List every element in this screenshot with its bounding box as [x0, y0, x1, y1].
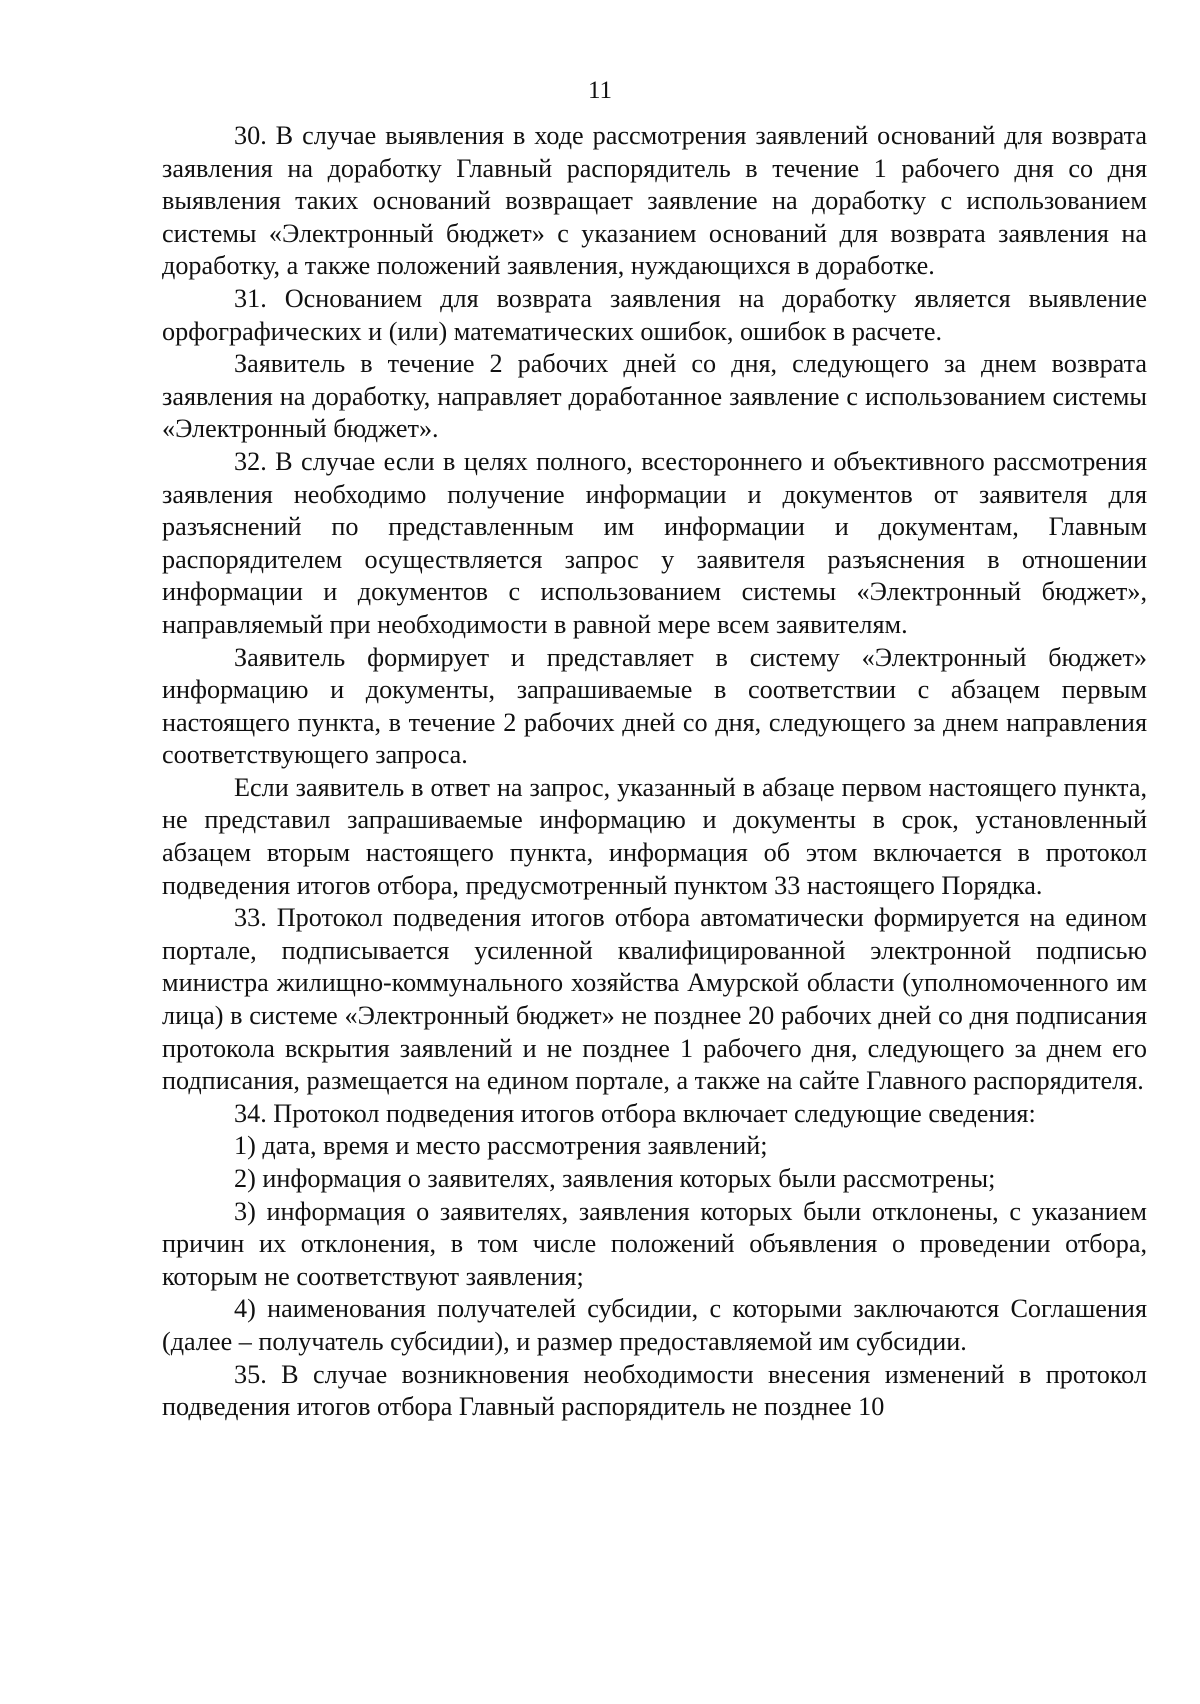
paragraph-30: 30. В случае выявления в ходе рассмотрения заявлений оснований для возврата заявления на доработку Главный распорядитель в течение 1 рабочего дня со дня выявления таких оснований возвращает заявление на доработку с использованием системы «Электронный бюджет» с указанием оснований для возврата заявления на доработку, а также положений заявления, нуждающихся в доработке.: [162, 121, 1147, 281]
paragraph-31: 31. Основанием для возврата заявления на доработку является выявление орфографических и (или) математических ошибок, ошибок в расчете.: [162, 283, 1147, 346]
paragraph-32-response: Заявитель формирует и представляет в систему «Электронный бюджет» информацию и документы, запрашиваемые в соответствии с абзацем первым настоящего пункта, в течение 2 рабочих дней со дня, следующего за днем направления соответствующего запроса.: [162, 642, 1147, 770]
paragraph-32-no-response: Если заявитель в ответ на запрос, указанный в абзаце первом настоящего пункта, не представил запрашиваемые информацию и документы в срок, установленный абзацем вторым настоящего пункта, информация об этом включается в протокол подведения итогов отбора, предусмотренный пунктом 33 настоящего Порядка.: [162, 772, 1147, 900]
document-body: [162, 120, 1147, 1424]
paragraph-32: 32. В случае если в целях полного, всестороннего и объективного рассмотрения заявления необходимо получение информации и документов от заявителя для разъяснений по представленным им информации и документам, Главным распорядителем осуществляется запрос у заявителя разъяснения в отношении информации и документов с использованием системы «Электронный бюджет», направляемый при необходимости в равной мере всем заявителям.: [162, 446, 1147, 639]
paragraph-35: 35. В случае возникновения необходимости внесения изменений в протокол подведения итогов отбора Главный распорядитель не позднее 10: [162, 1359, 1147, 1422]
paragraph-31-resubmission: Заявитель в течение 2 рабочих дней со дня, следующего за днем возврата заявления на доработку, направляет доработанное заявление с использованием системы «Электронный бюджет».: [162, 349, 1147, 444]
paragraph-33: 33. Протокол подведения итогов отбора автоматически формируется на едином портале, подписывается усиленной квалифицированной электронной подписью министра жилищно-коммунального хозяйства Амурской области (уполномоченного им лица) в системе «Электронный бюджет» не позднее 20 рабочих дней со дня подписания протокола вскрытия заявлений и не позднее 1 рабочего дня, следующего за днем его подписания, размещается на едином портале, а также на сайте Главного распорядителя.: [162, 903, 1147, 1096]
list-item-1: 1) дата, время и место рассмотрения заявлений;: [234, 1131, 768, 1161]
paragraph-34: 34. Протокол подведения итогов отбора включает следующие сведения:: [234, 1098, 1036, 1128]
list-item-3: 3) информация о заявителях, заявления которых были отклонены, с указанием причин их отклонения, в том числе положений объявления о проведении отбора, которым не соответствуют заявления;: [162, 1196, 1147, 1291]
list-item-4: 4) наименования получателей субсидии, с которыми заключаются Соглашения (далее – получатель субсидии), и размер предоставляемой им субсидии.: [162, 1294, 1147, 1356]
list-item-2: 2) информация о заявителях, заявления которых были рассмотрены;: [234, 1164, 996, 1193]
page-number: 11: [587, 77, 613, 104]
